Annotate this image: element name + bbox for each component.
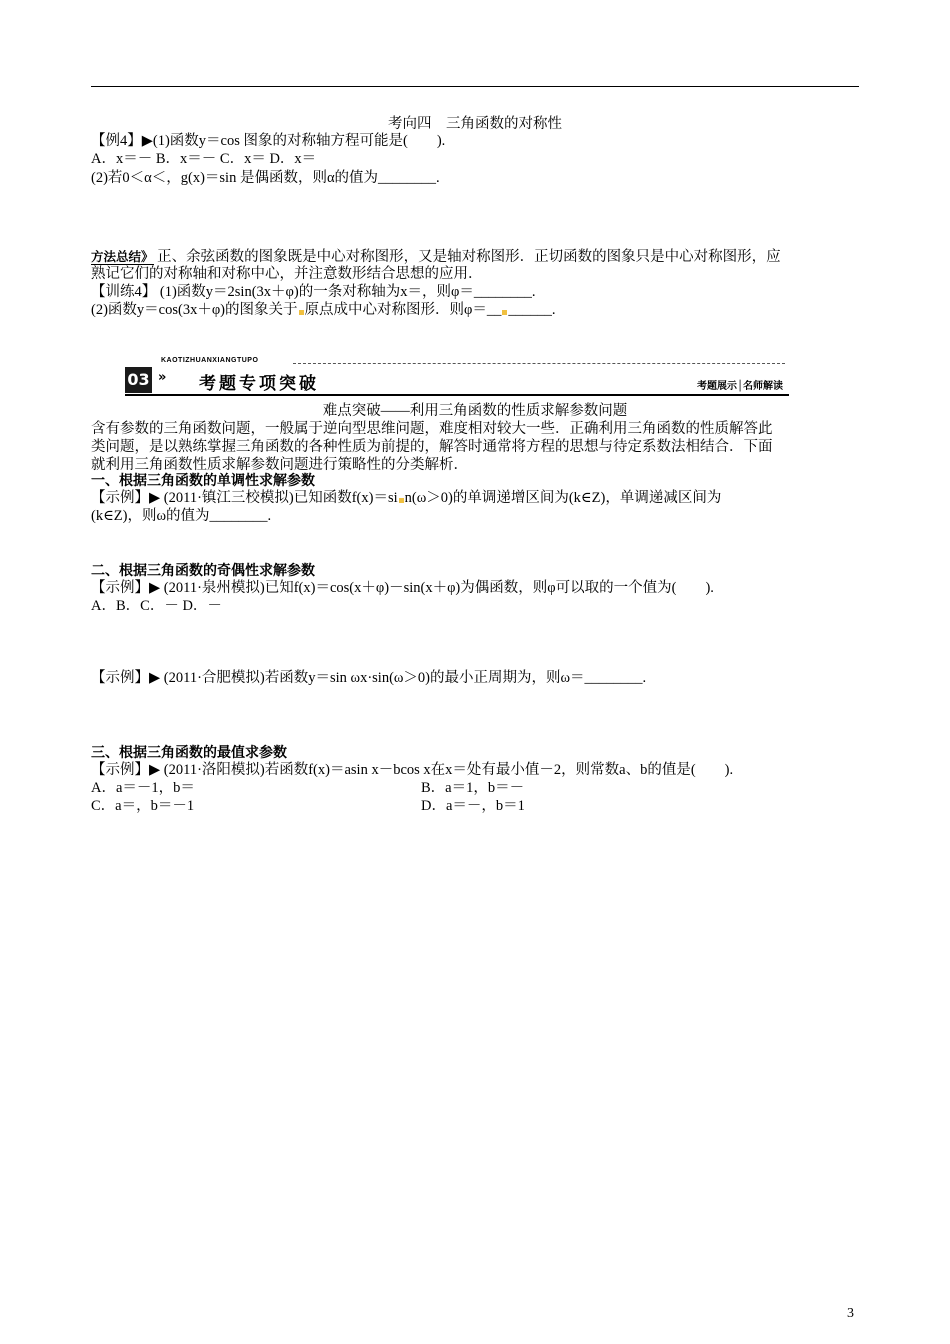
- part-2-example-1-options: A．B．C．－ D．－: [91, 598, 222, 614]
- intro-line-2: 类问题，是以熟练掌握三角函数的各种性质为前提的，解答时通常将方程的思想与待定系数法相结合．下面: [91, 439, 773, 455]
- highlight-mark: [502, 310, 507, 315]
- page-number: 3: [847, 1306, 854, 1321]
- part-1-heading: 一、根据三角函数的单调性求解参数: [91, 473, 315, 489]
- example-4-question-1: [91, 133, 445, 150]
- section-title: 考向四 三角函数的对称性: [388, 116, 562, 132]
- part-1-text-a: 【示例】▶ (2011·镇江三校模拟)已知函数f(x)＝si: [91, 490, 398, 506]
- banner-title: 考题专项突破: [199, 374, 319, 394]
- part-3-option-b: B．a＝1，b＝－: [421, 780, 525, 796]
- example-4-options: A．x＝－ B．x＝－ C．x＝ D．x＝: [91, 151, 317, 167]
- training-4-line-1: 【训练4】 (1)函数y＝2sin(3x＋φ)的一条对称轴为x＝，则φ＝________.: [91, 284, 536, 300]
- training-4-text-b: 原点成中心对称图形．则φ＝__: [304, 302, 502, 318]
- part-1-example-line-2: (k∈Z)，则ω的值为________.: [91, 508, 272, 524]
- banner-right-label: 考题展示│名师解读: [696, 381, 783, 392]
- part-2-example-2: 【示例】▶ (2011·合肥模拟)若函数y＝sin ωx·sin(ω＞0)的最小正周期为，则ω＝________.: [91, 670, 647, 686]
- method-summary-tag: 方法总结》: [91, 249, 154, 264]
- part-3-heading: 三、根据三角函数的最值求参数: [91, 745, 287, 761]
- part-2-heading: 二、根据三角函数的奇偶性求解参数: [91, 563, 315, 579]
- section-banner: [125, 356, 789, 398]
- method-summary-line-1: [91, 248, 781, 266]
- highlight-mark: [399, 498, 404, 503]
- example-4-q1-text: ▶(1)函数y＝cos 图象的对称轴方程可能是( ).: [141, 133, 446, 149]
- training-4-text-c: ______.: [508, 302, 556, 318]
- part-3-option-d: D．a＝－，b＝1: [421, 798, 525, 814]
- method-summary-line-2: 熟记它们的对称轴和对称中心，并注意数形结合思想的应用．: [91, 266, 483, 282]
- intro-line-1: 含有参数的三角函数问题，一般属于逆向型思维问题，难度相对较大一些．正确利用三角函数的性质解答此: [91, 421, 773, 437]
- training-4-line-2: [91, 302, 556, 319]
- banner-arrow-icon: »: [158, 370, 167, 385]
- part-3-option-a: A．a＝－1，b＝: [91, 780, 195, 796]
- difficulty-title: 难点突破——利用三角函数的性质求解参数问题: [322, 403, 628, 419]
- part-3-example: 【示例】▶ (2011·洛阳模拟)若函数f(x)＝asin x－bcos x在x＝处有最小值－2，则常数a、b的值是( ).: [91, 762, 734, 778]
- banner-dashed-line: [293, 363, 785, 364]
- example-4-question-2: (2)若0＜α＜，g(x)＝sin 是偶函数，则α的值为________.: [91, 170, 440, 186]
- banner-rule: [125, 394, 789, 396]
- banner-number: 03: [125, 367, 152, 393]
- banner-pinyin: KAOTIZHUANXIANGTUPO: [161, 357, 259, 364]
- example-4-tag: 【例4】: [91, 133, 142, 149]
- part-1-example-line-1: [91, 490, 721, 507]
- part-3-option-c: C．a＝，b＝－1: [91, 798, 195, 814]
- part-2-example-1: 【示例】▶ (2011·泉州模拟)已知f(x)＝cos(x＋φ)－sin(x＋φ)为偶函数，则φ可以取的一个值为( ).: [91, 580, 714, 596]
- header-rule: [91, 86, 859, 87]
- method-summary-text-1: 正、余弦函数的图象既是中心对称图形，又是轴对称图形．正切函数的图象只是中心对称图形，应: [157, 249, 781, 265]
- intro-line-3: 就利用三角函数性质求解参数问题进行策略性的分类解析．: [91, 457, 468, 473]
- part-1-text-b: n(ω＞0)的单调递增区间为(k∈Z)，单调递减区间为: [404, 490, 722, 506]
- highlight-mark: [299, 310, 304, 315]
- training-4-text-a: (2)函数y＝cos(3x＋φ)的图象关于: [91, 302, 298, 318]
